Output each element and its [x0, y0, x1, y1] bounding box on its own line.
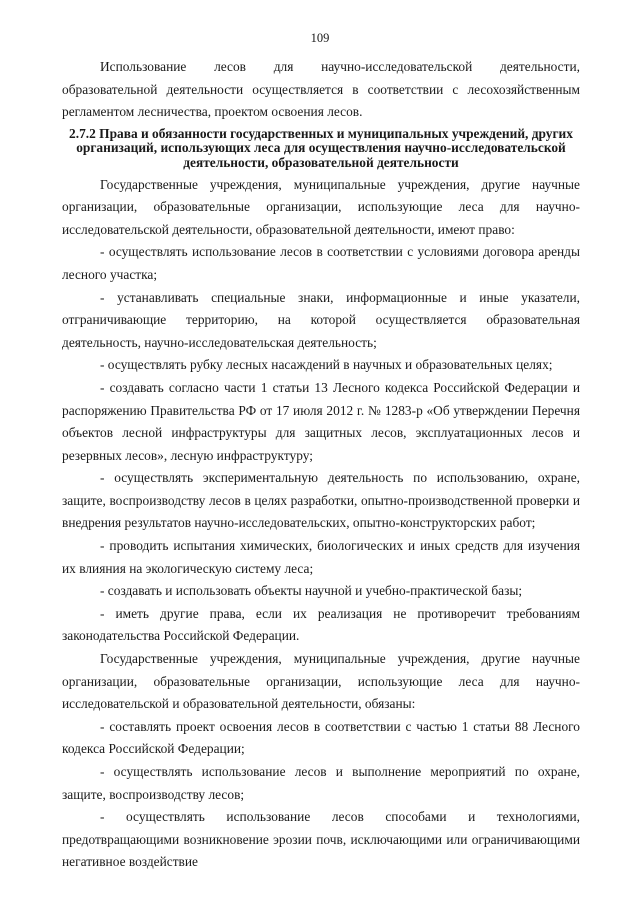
- rights-item: - проводить испытания химических, биологических и иных средств для изучения их влияния на экологическую систему леса;: [62, 538, 580, 576]
- intro-paragraph: Использование лесов для научно-исследовательской деятельности, образовательной деятельности осуществляется в соответствии с лесохозяйственным регламентом лесничества, проектом освоения лесов.: [62, 59, 580, 120]
- page-number: 109: [310, 31, 330, 45]
- duties-item: - составлять проект освоения лесов в соответствии с частью 1 статьи 88 Лесного кодекса Российской Федерации;: [62, 718, 580, 757]
- duties-item: - осуществлять использование лесов и выполнение мероприятий по охране, защите, воспроизводству лесов;: [62, 764, 580, 802]
- duties-intro-paragraph: Государственные учреждения, муниципальные учреждения, другие научные организации, образовательные организации, использующие леса для научно-исследовательской и образовательной деятельности, обязаны:: [62, 651, 580, 712]
- rights-item: - осуществлять использование лесов в соответствии с условиями договора аренды лесного участка;: [62, 244, 580, 282]
- page-content: [62, 56, 580, 874]
- section-heading: 2.7.2 Права и обязанности государственных и муниципальных учреждений, других организаций, использующих леса для осуществления научно-исследовательской деятельности, образовательной деятельности: [69, 125, 573, 170]
- rights-intro-paragraph: Государственные учреждения, муниципальные учреждения, другие научные организации, образовательные организации, использующие леса для научно-исследовательской деятельности, образовательной деятельности, имеют право:: [62, 176, 580, 237]
- rights-item: - создавать согласно части 1 статьи 13 Лесного кодекса Российской Федерации и распоряжению Правительства РФ от 17 июля 2012 г. № 1283-р «Об утверждении Перечня объектов лесной инфраструктуры для защитных лесов, эксплуатационных лесов и резервных лесов», лесную инфраструктуру;: [62, 379, 580, 463]
- rights-item: - создавать и использовать объекты научной и учебно-практической базы;: [100, 583, 523, 599]
- rights-item: - осуществлять рубку лесных насаждений в научных и образовательных целях;: [100, 357, 553, 373]
- rights-item: - устанавливать специальные знаки, информационные и иные указатели, отграничивающие территорию, на которой осуществляется образовательная деятельность, научно-исследовательская деятельность;: [62, 289, 580, 350]
- rights-item: - иметь другие права, если их реализация не противоречит требованиям законодательства Российской Федерации.: [62, 605, 580, 644]
- rights-item: - осуществлять экспериментальную деятельность по использованию, охране, защите, воспроизводству лесов в целях разработки, опытно-производственной проверки и внедрения результатов научно-исследовательских, опытно-конструкторских работ;: [62, 470, 580, 531]
- duties-item: - осуществлять использование лесов способами и технологиями, предотвращающими возникновение эрозии почв, исключающими или ограничивающими негативное воздействие: [62, 809, 580, 870]
